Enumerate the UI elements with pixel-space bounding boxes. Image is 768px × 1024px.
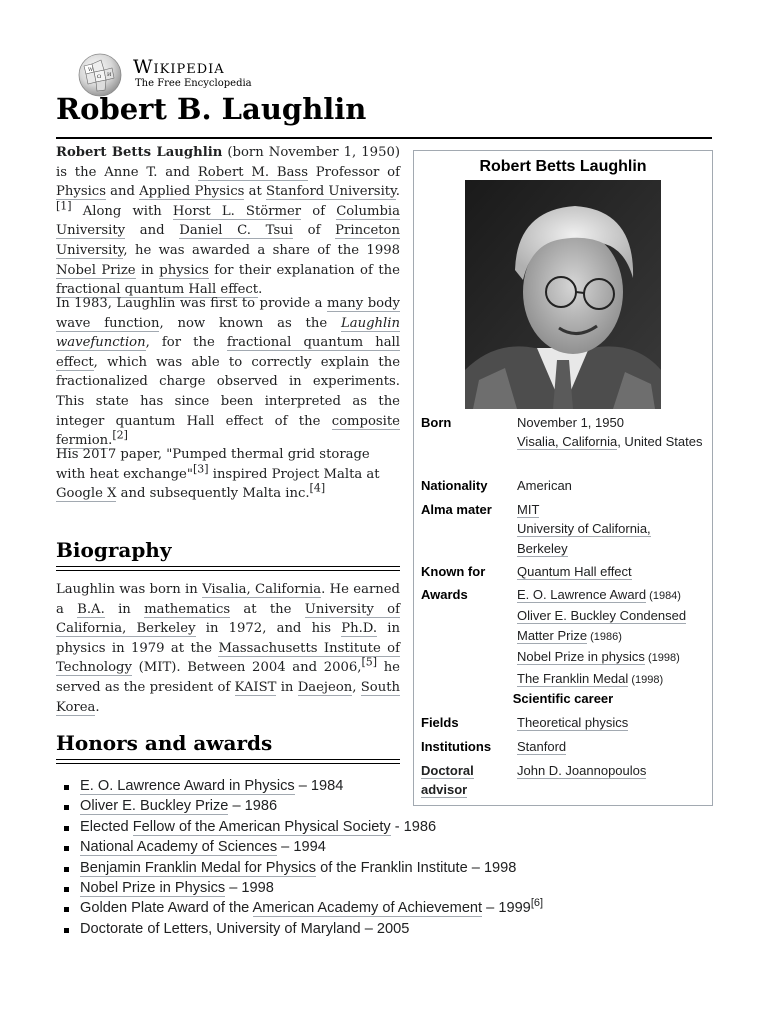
honors-heading: Honors and awards xyxy=(56,731,273,755)
link-stanford[interactable]: Stanford xyxy=(517,739,567,754)
link-many-body-wave-function[interactable]: many body wave function xyxy=(56,296,400,331)
label-fields: Fields xyxy=(421,715,459,730)
text: inspired Project Malta at xyxy=(208,466,380,482)
link-columbia-university[interactable]: Columbia University xyxy=(56,203,400,239)
award-year: (1998) xyxy=(628,673,664,686)
text: – 1999 xyxy=(482,900,531,917)
born-date: November 1, 1950 xyxy=(517,415,624,430)
value-known-for xyxy=(517,562,703,581)
text: in xyxy=(104,601,145,617)
link-award-buckley[interactable]: Oliver E. Buckley Condensed Matter Prize xyxy=(517,608,687,643)
link-quantum-hall-effect[interactable]: Quantum Hall effect xyxy=(517,564,632,579)
link-laughlin-wavefunction[interactable]: Laughlin wavefunction xyxy=(56,315,400,351)
link-south-korea[interactable]: South Korea xyxy=(56,679,400,715)
link-honor[interactable]: Fellow of the American Physical Society xyxy=(132,818,391,835)
svg-text:И: И xyxy=(107,72,112,78)
page-title: Robert B. Laughlin xyxy=(56,92,367,126)
text: of xyxy=(301,203,337,219)
award-year: (1998) xyxy=(644,652,680,665)
label-known-for: Known for xyxy=(421,564,486,579)
infobox-title: Robert Betts Laughlin xyxy=(479,158,647,175)
label-nationality: Nationality xyxy=(421,478,488,493)
text: in xyxy=(135,262,160,278)
link-theoretical-physics[interactable]: Theoretical physics xyxy=(517,715,629,730)
link-uc-berkeley[interactable]: University of California, Berkeley xyxy=(56,601,400,637)
subject-name: Robert Betts Laughlin xyxy=(56,145,223,160)
label-doctoral-advisor[interactable]: Doctoral advisor xyxy=(421,763,474,798)
link-award-franklin[interactable]: The Franklin Medal xyxy=(517,670,629,686)
label-institutions: Institutions xyxy=(421,739,492,754)
text: Elected xyxy=(80,818,133,835)
text: – 1998 xyxy=(225,880,274,897)
link-physics-lower[interactable]: physics xyxy=(159,262,209,278)
link-composite-fermion[interactable]: composite fermion xyxy=(56,413,400,449)
text: , now known as the xyxy=(159,315,341,331)
title-divider xyxy=(56,137,712,139)
link-mit-alma[interactable]: MIT xyxy=(517,502,540,517)
value-born xyxy=(517,413,703,452)
wikipedia-tagline: The Free Encyclopedia xyxy=(135,78,252,89)
link-mit[interactable]: Massachusetts Institute of Technology xyxy=(56,640,400,676)
text: Golden Plate Award of the xyxy=(80,900,253,917)
link-horst-stormer[interactable]: Horst L. Störmer xyxy=(172,203,302,219)
text: Doctorate of Letters, University of Maryland – 2005 xyxy=(80,920,410,937)
text: – 1986 xyxy=(228,798,278,815)
link-honor[interactable]: Oliver E. Buckley Prize xyxy=(80,798,229,815)
link-award-lawrence[interactable]: E. O. Lawrence Award xyxy=(517,587,647,602)
biography-paragraph xyxy=(56,580,400,717)
list-item xyxy=(56,817,696,837)
link-physics[interactable]: Physics xyxy=(56,184,106,200)
link-honor[interactable]: National Academy of Sciences xyxy=(80,839,278,856)
text: . xyxy=(395,184,400,200)
text: at the xyxy=(230,601,305,617)
text: and xyxy=(105,184,140,200)
link-daniel-tsui[interactable]: Daniel C. Tsui xyxy=(179,223,293,239)
list-item xyxy=(56,858,696,878)
link-honor[interactable]: Nobel Prize in Physics xyxy=(80,880,226,897)
text: he served as the president of xyxy=(56,660,400,695)
text: In 1983, Laughlin was first to provide a xyxy=(56,296,327,311)
value-nationality: American xyxy=(517,478,572,493)
portrait-photo[interactable] xyxy=(465,180,661,409)
text: at xyxy=(244,184,266,200)
text: of the Franklin Institute – 1998 xyxy=(316,859,517,876)
list-item xyxy=(56,878,696,898)
link-stanford-university[interactable]: Stanford University xyxy=(265,184,396,200)
laughlin-wavefunction-paragraph xyxy=(56,294,400,451)
text: , for the xyxy=(145,335,227,351)
label-awards: Awards xyxy=(421,587,468,602)
label-born: Born xyxy=(421,415,452,430)
value-alma-mater xyxy=(517,500,703,558)
text: (born November 1, 1950) is the Anne T. and xyxy=(56,145,400,180)
citation-6[interactable]: [6] xyxy=(530,897,544,910)
text: . He earned a xyxy=(56,582,400,617)
text: in 1972, and his xyxy=(195,621,342,637)
text: , he was awarded a share of the 1998 xyxy=(123,242,400,258)
link-kaist[interactable]: KAIST xyxy=(234,679,277,695)
text: , which was able to correctly explain the fractionalized charge observed in experiments. This state has since been interpreted as the integer quantum Hall effect of the xyxy=(56,354,400,429)
svg-text:W: W xyxy=(88,67,94,73)
award-year: (1986) xyxy=(587,630,622,643)
value-awards xyxy=(517,585,703,690)
infobox xyxy=(413,150,713,806)
link-visalia-california[interactable]: Visalia, California xyxy=(202,582,322,597)
award-year: (1984) xyxy=(646,590,681,602)
text: (MIT). Between 2004 and 2006, xyxy=(131,660,362,676)
link-princeton-university[interactable]: Princeton University xyxy=(56,223,400,258)
link-ba[interactable]: B.A. xyxy=(77,601,105,617)
text: - 1986 xyxy=(390,818,437,835)
text: and subsequently Malta inc. xyxy=(116,486,310,502)
citation-3[interactable]: [3] xyxy=(192,462,209,476)
link-award-nobel[interactable]: Nobel Prize in physics xyxy=(517,649,645,665)
text: Laughlin was born in xyxy=(56,582,203,597)
text: . xyxy=(258,282,263,298)
list-item xyxy=(56,919,696,939)
link-honor[interactable]: E. O. Lawrence Award in Physics xyxy=(80,778,295,794)
link-fractional-quantum-hall-effect-2[interactable]: fractional quantum hall effect xyxy=(56,335,400,370)
text: – 1994 xyxy=(277,839,326,856)
citation-4[interactable]: [4] xyxy=(309,481,326,495)
link-phd[interactable]: Ph.D. xyxy=(341,621,378,637)
text: . xyxy=(95,699,100,715)
text: Professor of xyxy=(307,164,401,180)
link-mathematics[interactable]: mathematics xyxy=(144,601,231,617)
text: , xyxy=(352,679,361,695)
citation-1[interactable]: [1] xyxy=(56,199,72,213)
link-daejeon[interactable]: Daejeon xyxy=(297,679,353,695)
text: for their explanation of the xyxy=(208,262,400,278)
citation-2[interactable]: [2] xyxy=(112,428,128,442)
list-item xyxy=(56,837,696,857)
text: . xyxy=(108,433,113,449)
link-robert-m-bass[interactable]: Robert M. Bass xyxy=(197,164,308,180)
born-country: , United States xyxy=(617,434,703,450)
intro-paragraph xyxy=(56,143,400,300)
link-google-x[interactable]: Google X xyxy=(56,486,117,502)
value-fields xyxy=(517,713,703,732)
link-honor[interactable]: Benjamin Franklin Medal for Physics xyxy=(80,859,317,876)
biography-heading: Biography xyxy=(56,538,172,562)
text: in physics in 1979 at the xyxy=(56,621,401,656)
svg-text:Ω: Ω xyxy=(97,74,102,80)
link-nobel-prize[interactable]: Nobel Prize xyxy=(56,262,136,278)
list-item xyxy=(56,898,696,918)
link-honor[interactable]: American Academy of Achievement xyxy=(252,900,483,917)
value-doctoral-advisor xyxy=(517,761,703,780)
text: Along with xyxy=(71,203,173,219)
biography-divider xyxy=(56,566,400,571)
wikipedia-wordmark[interactable]: Wikipedia xyxy=(133,56,225,78)
link-fractional-quantum-hall-effect[interactable]: fractional quantum Hall effect xyxy=(56,282,259,298)
text: in xyxy=(276,679,298,695)
link-visalia[interactable]: Visalia, California xyxy=(517,434,618,450)
text: – 1984 xyxy=(294,778,344,794)
text: of xyxy=(292,223,336,239)
label-alma-mater: Alma mater xyxy=(421,502,492,517)
malta-paragraph xyxy=(56,445,400,504)
citation-5[interactable]: [5] xyxy=(361,655,378,669)
text: and xyxy=(125,223,180,239)
value-institutions xyxy=(517,737,703,756)
link-applied-physics[interactable]: Applied Physics xyxy=(139,184,245,200)
link-doctoral-advisor-label[interactable] xyxy=(421,761,509,800)
link-joannopoulos[interactable]: John D. Joannopoulos xyxy=(517,763,647,778)
honors-divider xyxy=(56,759,400,764)
text: His 2017 paper, "Pumped thermal grid storage with heat exchange" xyxy=(56,447,370,482)
link-uc-berkeley-alma[interactable]: University of California, Berkeley xyxy=(517,521,651,556)
scientific-career-header: Scientific career xyxy=(512,691,614,706)
